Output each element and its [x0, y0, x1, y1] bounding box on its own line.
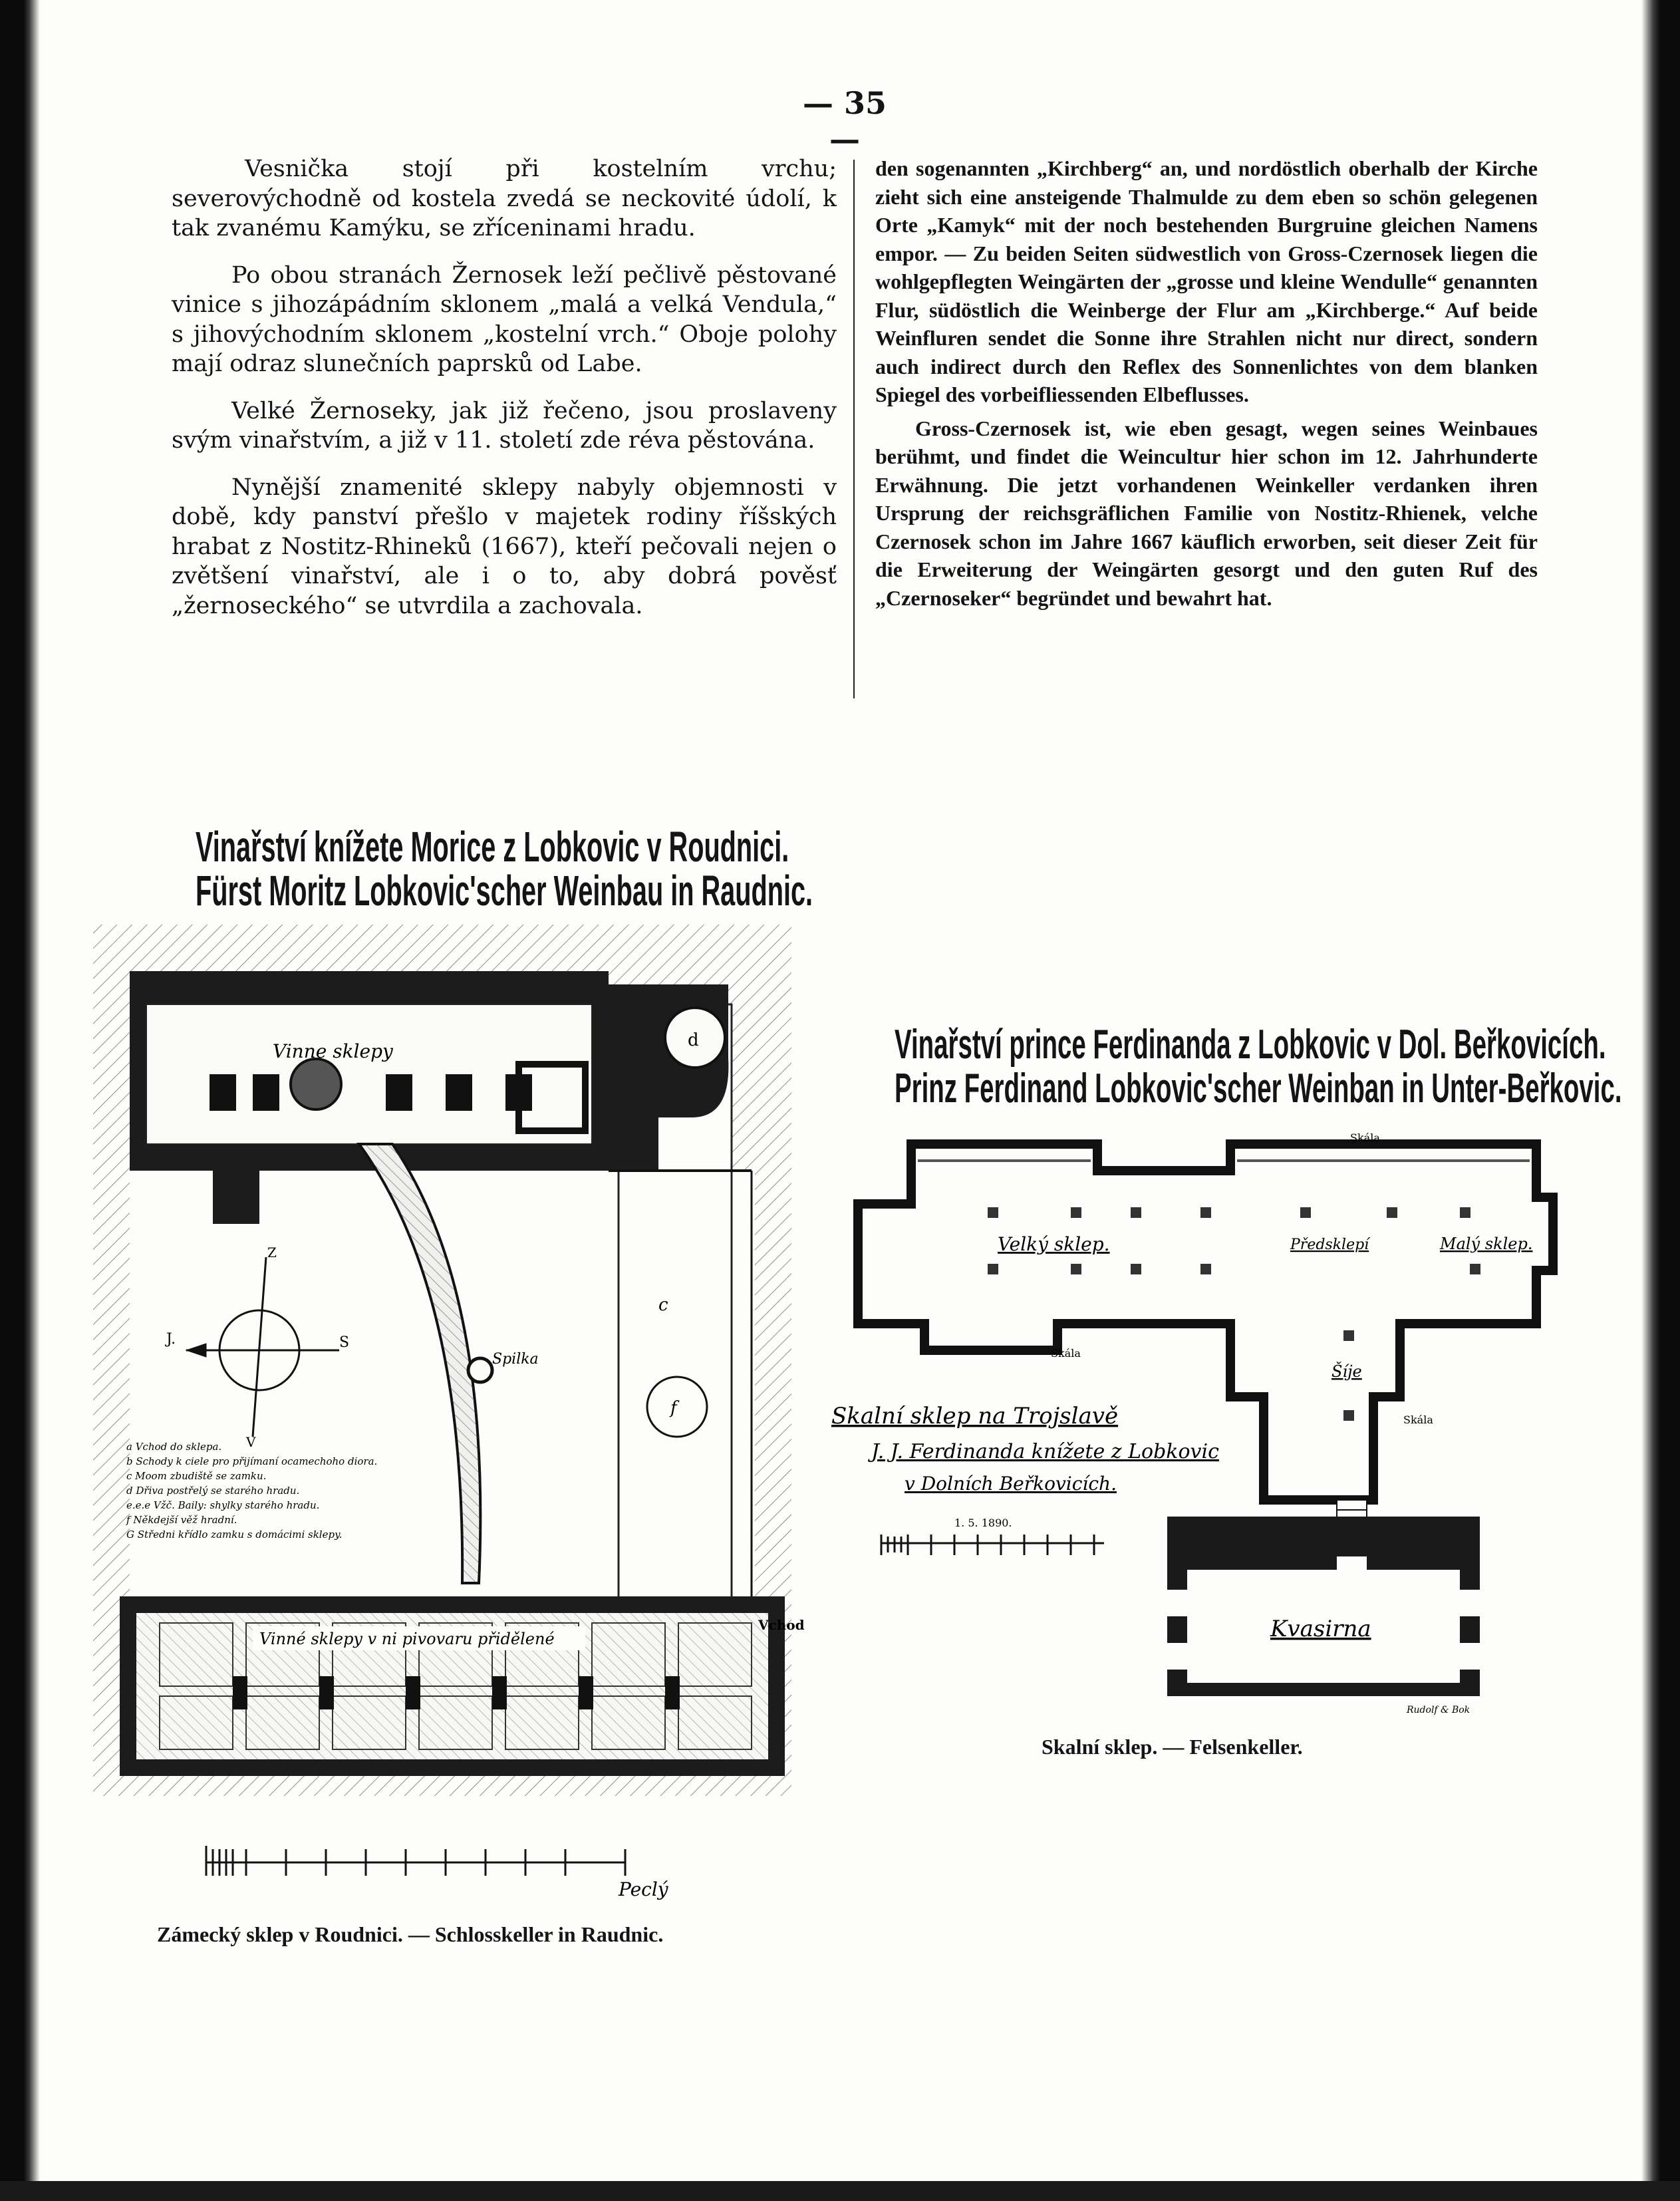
north-wing-pillar [210, 1074, 236, 1111]
right-figure-caption: Skalní sklep. — Felsenkeller. [1042, 1735, 1303, 1759]
label-skala-top: Skála [1350, 1131, 1380, 1144]
legend-entry: a Vchod do sklepa. [126, 1441, 222, 1453]
plan-title-line: v Dolních Beřkovicích. [905, 1473, 1117, 1495]
compass-s: S [339, 1334, 350, 1351]
label-spilka: Spilka [492, 1351, 539, 1368]
scale-bar [206, 1846, 625, 1876]
legend-entry: d Dřiva postřelý se starého hradu. [126, 1485, 300, 1497]
right-figure-title [895, 1023, 1622, 1111]
scan-edge-bottom [0, 2181, 1680, 2201]
north-wing-pillar [253, 1074, 279, 1111]
czech-paragraph: Velké Žernoseky, jak již řečeno, jsou proslaveny svým vinařstvím, a již v 11. století zde réva pěstována. [172, 397, 837, 454]
label-kvasirna: Kvasirna [1270, 1616, 1371, 1642]
czech-paragraph: Nynější znamenité sklepy nabyly objemnosti v době, kdy panství přešlo v majetek rodiny říšských hrabat z Nostitz-Rhineků (1667), kteří pečovali nejen o zvětšení vinařství, ale i o to, aby dobrá pověsť „žernoseckého“ se utvrdila a zachovala. [172, 474, 837, 619]
plan-title-line: Skalní sklep na Trojslavě [831, 1403, 1119, 1429]
roudnice-castle-cellar-plan [93, 918, 805, 1916]
left-title-german: Fürst Moritz Lobkovic'scher Weinbau in Raudnic. [196, 867, 813, 915]
label-maly-sklep: Malý sklep. [1440, 1235, 1533, 1253]
label-f: f [670, 1398, 677, 1418]
scale-bar [881, 1535, 1104, 1555]
label-sije: Šíje [1331, 1362, 1362, 1381]
scan-edge-left [0, 0, 47, 2201]
legend-entry: G Středni křídlo zamku s domácimi sklepy. [126, 1529, 343, 1541]
label-skala-right: Skála [1403, 1413, 1433, 1426]
czech-paragraph: Vesnička stojí při kostelním vrchu; severovýchodně od kostela zvedá se neckovité údolí, k tak zvanému Kamýku, se zříceninami hradu. [172, 156, 837, 241]
engraver-mark: Rudolf & Bok [1407, 1705, 1470, 1715]
label-skala-mid: Skála [1051, 1347, 1081, 1360]
german-column [875, 154, 1538, 617]
legend-entry: f Někdejší věž hradní. [126, 1514, 237, 1526]
kvasirna-window [1167, 1643, 1187, 1670]
scale-date: 1. 5. 1890. [954, 1517, 1012, 1529]
kvasirna-window [1460, 1643, 1480, 1670]
right-title-czech: Vinařství prince Ferdinanda z Lobkovic v Dol. Beřkovicích. [895, 1022, 1606, 1068]
north-wing-stub [213, 1164, 259, 1224]
legend-entry: c Moom zbudiště se zamku. [126, 1470, 267, 1482]
label-c: c [658, 1295, 668, 1315]
kvasirna-window [1460, 1590, 1480, 1616]
label-vchod: Vchod [758, 1617, 805, 1633]
north-wing-pillar [386, 1074, 412, 1111]
german-paragraph: den sogenannten „Kirchberg“ an, und nordöstlich oberhalb der Kirche zieht sich eine ansteigende Thalmulde zu dem eben so schön gelegenen Orte „Kamyk“ mit der noch bestehenden Burgruine gleichen Namens empor. — Zu beiden Seiten südwestlich von Gross-Czernosek liegen die wohlgepflegten Weingärten der „grosse und kleine Wendulle“ genannten Flur, südöstlich die Weinberge der Flur am „Kirchberge.“ Auf beide Weinfluren sendet die Sonne ihre Strahlen nicht nur direct, sondern auch indirect durch den Reflex des Sonnenlichtes von dem blanken Spiegel des vorbeifliessenden Elbeflusses. [875, 156, 1538, 406]
kvasirna-window [1167, 1590, 1187, 1616]
scan-edge-right [1639, 0, 1680, 2201]
scale-signature: Peclý [619, 1878, 668, 1900]
compass-v: V [246, 1434, 256, 1450]
berkovice-rock-cellar-plan [805, 1131, 1563, 1716]
round-tower-mark: d [688, 1030, 699, 1050]
north-wing-well [291, 1059, 341, 1109]
plan-title-line: J. J. Ferdinanda knížete z Lobkovic [871, 1440, 1219, 1463]
compass-z: Z [267, 1245, 277, 1260]
german-paragraph: Gross-Czernosek ist, wie eben gesagt, wegen seines Weinbaues berühmt, und findet die Weincultur hier schon im 12. Jahrhunderte Erwähnung. Die jetzt vorhandenen Weinkeller verdanken ihren Ursprung der reichsgräflichen Familie von Nostitz-Rhienek, velche Czernosek schon im Jahre 1667 käuflich erworben, seit dieser Zeit für die Erweiterung der Weingärten gesorgt und den guten Ruf des „Czernoseker“ begründet und bewahrt hat. [875, 416, 1538, 610]
page-number: — 35 — [802, 85, 887, 157]
label-predsklepi: Předsklepí [1290, 1237, 1369, 1253]
label-vinne-sklepy-pivovar: Vinné sklepy v ni pivovaru přidělené [259, 1630, 555, 1648]
kvasirna-door [1337, 1556, 1367, 1576]
right-title-german: Prinz Ferdinand Lobkovic'scher Weinban in Unter-Beřkovic. [895, 1066, 1622, 1111]
legend-entry: b Schody k ciele pro přijímaní ocamechoho diora. [126, 1455, 378, 1467]
left-figure-caption: Zámecký sklep v Roudnici. — Schlosskeller in Raudnic. [157, 1922, 664, 1946]
czech-column [172, 154, 837, 638]
left-figure-title [196, 825, 813, 913]
czech-paragraph: Po obou stranách Žernosek leží pečlivě pěstované vinice s jihozápádním sklonem „malá a velká Vendula,“ s jihovýchodním sklonem „kostelní vrch.“ Oboje polohy mají odraz slunečních paprsků od Labe. [172, 261, 837, 377]
left-title-czech: Vinařství knížete Morice z Lobkovic v Roudnici. [196, 823, 789, 871]
spilka-round [468, 1358, 492, 1382]
label-velky-sklep: Velký sklep. [998, 1233, 1110, 1255]
compass-j: J. [166, 1331, 176, 1348]
column-divider [853, 160, 855, 698]
legend-entry: e.e.e Vžč. Baily: shylky starého hradu. [126, 1499, 320, 1511]
label-vinne-sklepy: Vinne sklepy [273, 1040, 393, 1062]
north-wing-pillar [446, 1074, 472, 1111]
